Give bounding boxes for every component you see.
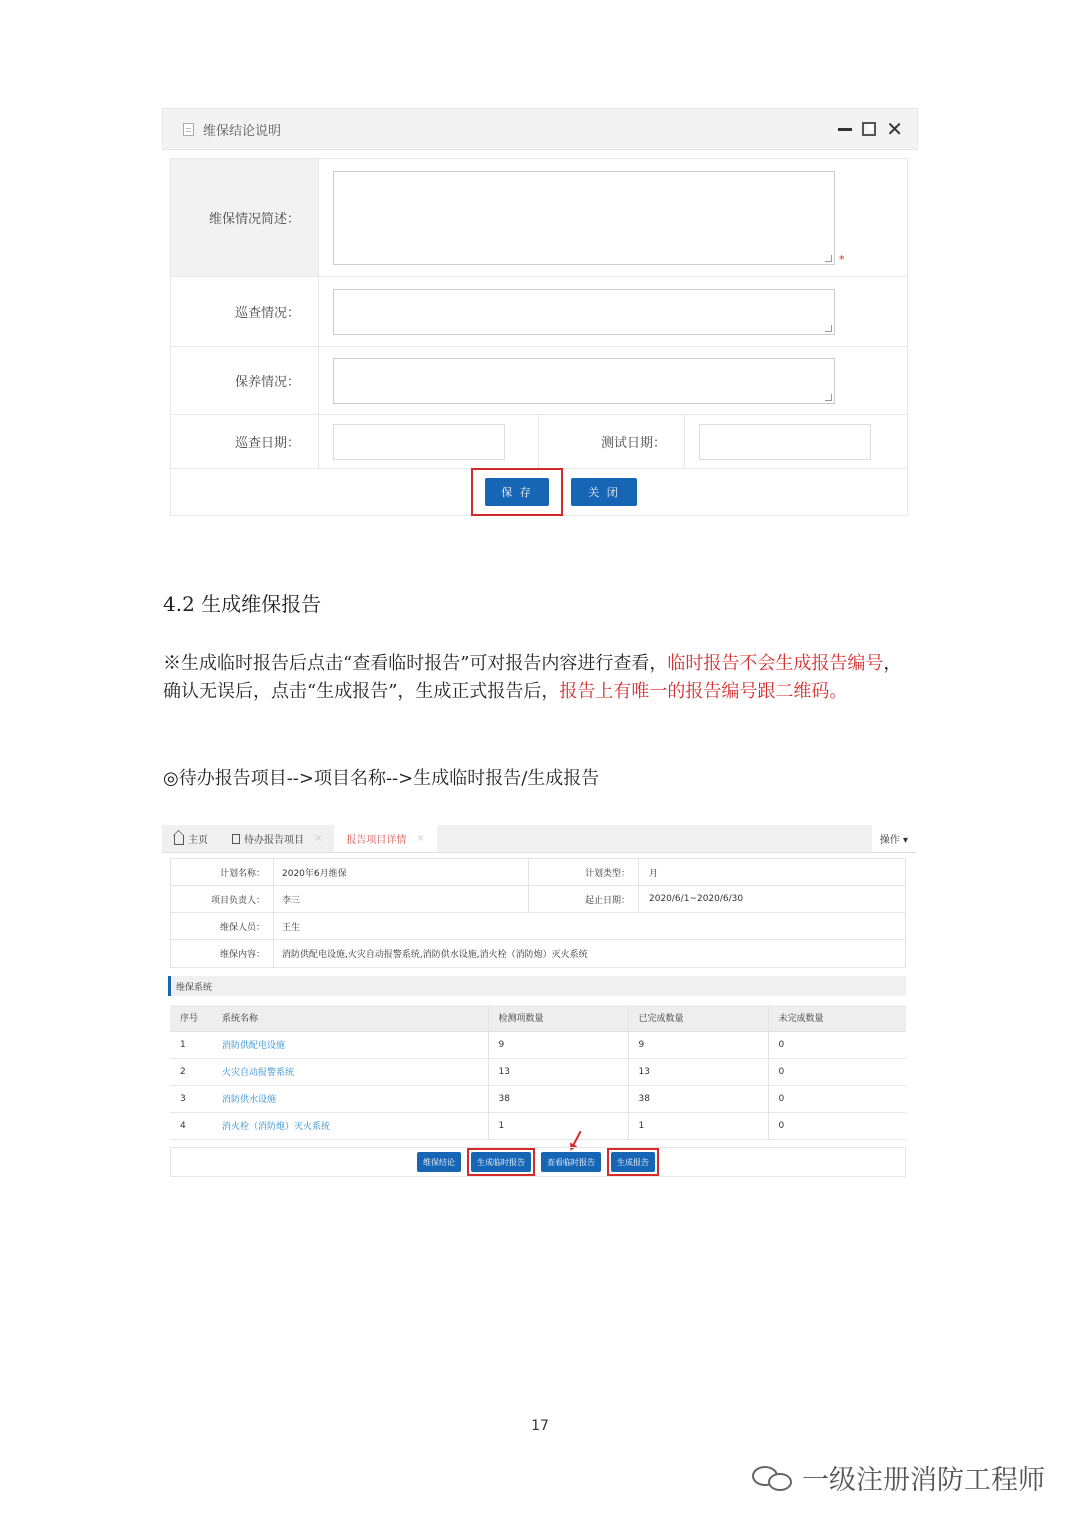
table-row — [170, 1031, 906, 1058]
system-name-link[interactable]: 消防供配电设施 — [212, 1031, 488, 1058]
col-check-count: 检测项数量 — [488, 1005, 628, 1031]
patrol-label: 巡查情况： — [171, 277, 319, 346]
generate-report-button[interactable]: 生成报告 — [611, 1152, 655, 1172]
summary-row — [171, 159, 907, 277]
patrol-textarea[interactable] — [333, 289, 835, 335]
dialog-header — [162, 108, 918, 150]
watermark-text: 一级注册消防工程师 — [802, 1465, 1045, 1496]
plan-name-label: 计划名称： — [171, 859, 274, 885]
close-icon[interactable]: ✕ — [886, 117, 903, 141]
home-icon — [174, 835, 184, 845]
page-number: 17 — [531, 1418, 549, 1434]
note-paragraph — [163, 650, 919, 706]
col-done-count: 已完成数量 — [628, 1005, 768, 1031]
operations-dropdown[interactable] — [872, 825, 916, 852]
table-row — [170, 1085, 906, 1112]
patrol-row — [171, 277, 907, 347]
check-count: 1 — [488, 1112, 628, 1139]
section-title: 4.2 生成维保报告 — [163, 592, 322, 616]
period-label: 起止日期： — [529, 886, 639, 912]
patrol-date-label: 巡查日期： — [171, 415, 319, 468]
close-button[interactable]: 关 闭 — [571, 478, 637, 506]
done-count: 38 — [628, 1085, 768, 1112]
summary-textarea[interactable] — [333, 171, 835, 265]
dialog-button-row — [171, 469, 907, 515]
patrol-date-input[interactable] — [333, 424, 505, 460]
system-name-link[interactable]: 消火栓（消防炮）灭火系统 — [212, 1112, 488, 1139]
row-index: 3 — [170, 1085, 212, 1112]
close-icon[interactable]: × — [314, 833, 323, 844]
note-red-1: 临时报告不会生成报告编号 — [667, 653, 884, 674]
maintenance-conclusion-dialog — [162, 108, 918, 520]
done-count: 9 — [628, 1031, 768, 1058]
undone-count: 0 — [768, 1112, 906, 1139]
wechat-icon — [752, 1464, 794, 1492]
owner-value: 李三 — [274, 886, 529, 912]
tab-bar — [162, 825, 916, 853]
staff-label: 维保人员： — [171, 913, 274, 939]
report-detail-screen — [162, 825, 916, 1185]
note-red-2: 报告上有唯一的报告编号跟二维码。 — [559, 681, 848, 702]
maintenance-textarea[interactable] — [333, 358, 835, 404]
window-controls — [838, 117, 903, 141]
document-icon — [232, 834, 240, 844]
systems-table — [170, 1005, 906, 1140]
systems-section-title: 维保系统 — [168, 976, 906, 996]
required-mark: * — [839, 253, 845, 266]
table-row — [170, 1112, 906, 1139]
maximize-icon[interactable] — [862, 122, 876, 136]
table-header-row — [170, 1005, 906, 1031]
col-undone-count: 未完成数量 — [768, 1005, 906, 1031]
check-count: 38 — [488, 1085, 628, 1112]
owner-label: 项目负责人： — [171, 886, 274, 912]
done-count: 1 — [628, 1112, 768, 1139]
col-index: 序号 — [170, 1005, 212, 1031]
info-row — [171, 913, 905, 940]
tab-home[interactable] — [162, 825, 220, 852]
done-count: 13 — [628, 1058, 768, 1085]
maintenance-label: 保养情况： — [171, 347, 319, 414]
system-name-link[interactable]: 消防供水设施 — [212, 1085, 488, 1112]
tab-detail-label: 报告项目详情 — [346, 835, 407, 846]
action-button-row — [170, 1147, 906, 1177]
tab-home-label: 主页 — [188, 835, 208, 846]
date-row — [171, 415, 907, 469]
summary-label: 维保情况简述： — [171, 159, 319, 276]
generate-temp-report-button[interactable]: 生成临时报告 — [471, 1152, 531, 1172]
dialog-title: 维保结论说明 — [203, 123, 282, 139]
test-date-input[interactable] — [699, 424, 871, 460]
undone-count: 0 — [768, 1031, 906, 1058]
table-row — [170, 1058, 906, 1085]
check-count: 13 — [488, 1058, 628, 1085]
check-count: 9 — [488, 1031, 628, 1058]
note-prefix: ※生成临时报告后点击“查看临时报告”可对报告内容进行查看， — [163, 653, 668, 674]
tab-pending-label: 待办报告项目 — [244, 835, 304, 846]
plan-name-value: 2020年6月维保 — [274, 859, 529, 885]
tab-report-detail[interactable] — [334, 825, 436, 852]
save-highlight-box — [471, 468, 563, 516]
row-index: 4 — [170, 1112, 212, 1139]
tab-pending-reports[interactable] — [220, 825, 334, 852]
undone-count: 0 — [768, 1058, 906, 1085]
plan-type-label: 计划类型： — [529, 859, 639, 885]
row-index: 1 — [170, 1031, 212, 1058]
staff-value: 王生 — [282, 922, 301, 933]
col-system-name: 系统名称 — [212, 1005, 488, 1031]
close-icon[interactable]: × — [416, 833, 425, 844]
dialog-form — [170, 158, 908, 516]
info-row — [171, 859, 905, 886]
save-button[interactable]: 保 存 — [485, 478, 549, 506]
system-name-link[interactable]: 火灾自动报警系统 — [212, 1058, 488, 1085]
period-value: 2020/6/1~2020/6/30 — [649, 894, 744, 904]
maintenance-row — [171, 347, 907, 415]
undone-count: 0 — [768, 1085, 906, 1112]
temp-report-highlight-box — [467, 1148, 535, 1176]
report-highlight-box — [607, 1148, 659, 1176]
content-value: 消防供配电设施,火灾自动报警系统,消防供水设施,消火栓（消防炮）灭火系统 — [282, 950, 588, 960]
row-index: 2 — [170, 1058, 212, 1085]
note-middle: ，确认无误后，点击“生成报告”，生成正式报告后， — [163, 653, 902, 702]
operations-label: 操作 ▾ — [879, 835, 908, 846]
view-temp-report-button[interactable]: 查看临时报告 — [541, 1152, 601, 1172]
content-label: 维保内容： — [171, 940, 274, 967]
info-row — [171, 940, 905, 967]
plan-type-value: 月 — [649, 868, 659, 879]
minimize-icon[interactable] — [838, 128, 852, 131]
info-row — [171, 886, 905, 913]
plan-info-table — [170, 858, 906, 968]
conclusion-button[interactable]: 维保结论 — [417, 1152, 461, 1172]
test-date-label: 测试日期： — [539, 415, 685, 468]
navigation-path: ◎待办报告项目-->项目名称-->生成临时报告/生成报告 — [163, 768, 600, 789]
document-icon — [183, 123, 194, 136]
watermark — [752, 1458, 1045, 1497]
